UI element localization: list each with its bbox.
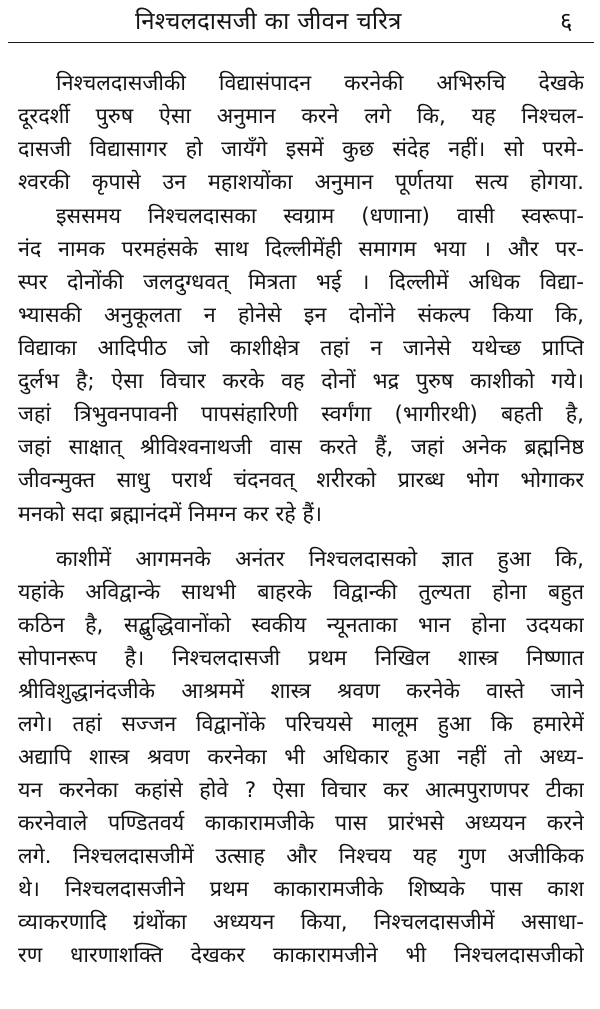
text-line: इससमय निश्चलदासका स्वग्राम (धणाना) वासी स्वरूपा- (56, 204, 584, 229)
text-line: कठिन है, सद्बुद्धिवानोंको स्वकीय न्यूनताका भान होना उदयका (18, 613, 584, 638)
text-line: मनको सदा ब्रह्मानंदमें निमग्न कर रहे हैं। (18, 502, 323, 527)
text-line: भ्यासकी अनुकूलता न होनेसे इन दोनोंने संकल्प किया कि, (18, 303, 584, 328)
text-line: लगे. निश्चलदासजीमें उत्साह और निश्चय यह गुण अजीकिक (18, 844, 584, 869)
text-line: जहां त्रिभुवनपावनी पापसंहारिणी स्वर्गंगा (भागीरथी) बहती है, (18, 402, 584, 427)
text-line: व्याकरणादि ग्रंथोंका अध्ययन किया, निश्चलदासजीमें असाधा- (18, 910, 584, 935)
running-title: निश्चलदासजी का जीवन चरित्र (135, 7, 402, 35)
page-number: ६ (560, 7, 573, 35)
text-line: सोपानरूप है। निश्चलदासजी प्रथम निखिल शास्त्र निष्णात (18, 646, 584, 671)
text-line: श्रीविशुद्धानंदजीके आश्रममें शास्त्र श्रवण करनेके वास्ते जाने (18, 679, 584, 704)
text-line: स्पर दोनोंकी जलदुग्धवत् मित्रता भई । दिल्लीमें अधिक विद्या- (18, 270, 584, 295)
text-line: जीवन्मुक्त साधु परार्थ चंदनवत् शरीरको प्रारब्ध भोग भोगाकर (18, 468, 584, 493)
text-line: लगे। तहां सज्जन विद्वानोंके परिचयसे मालूम हुआ कि हमारेमें (18, 712, 584, 737)
text-line: दासजी विद्यासागर हो जायँगे इसमें कुछ संदेह नहीं। सो परमे- (18, 137, 584, 162)
text-line: अद्यापि शास्त्र श्रवण करनेका भी अधिकार हुआ नहीं तो अध्य- (18, 745, 584, 770)
text-line: दुर्लभ है; ऐसा विचार करके वह दोनों भद्र पुरुष काशीको गये। (18, 369, 584, 394)
text-line: रण धारणाशक्ति देखकर काकारामजीने भी निश्चलदासजीको (18, 943, 584, 968)
text-line: श्वरकी कृपासे उन महाशयोंका अनुमान पूर्णतया सत्य होगया. (18, 170, 584, 195)
text-line: यन करनेका कहांसे होवे ? ऐसा विचार कर आत्मपुराणपर टीका (18, 778, 584, 803)
text-line: यहांके अविद्वान्के साथभी बाहरके विद्वान्की तुल्यता होना बहुत (18, 580, 584, 605)
text-line: जहां साक्षात् श्रीविश्वनाथजी वास करते हैं, जहां अनेक ब्रह्मनिष्ठ (18, 435, 584, 460)
text-line: निश्चलदासजीकी विद्यासंपादन करनेकी अभिरुचि देखके (56, 71, 584, 96)
text-line: काशीमें आगमनके अनंतर निश्चलदासको ज्ञात हुआ कि, (56, 547, 584, 572)
text-line: करनेवाले पण्डितवर्य काकारामजीके पास प्रारंभसे अध्ययन करने (18, 811, 584, 836)
text-line: विद्याका आदिपीठ जो काशीक्षेत्र तहां न जानेसे यथेच्छ प्राप्ति (18, 336, 584, 361)
text-line: थे। निश्चलदासजीने प्रथम काकारामजीके शिष्यके पास काश (18, 877, 584, 902)
text-line: दूरदर्शी पुरुष ऐसा अनुमान करने लगे कि, यह निश्चल- (18, 104, 584, 129)
text-line: नंद नामक परमहंसके साथ दिल्लीमेंही समागम भया । और पर- (18, 237, 584, 262)
